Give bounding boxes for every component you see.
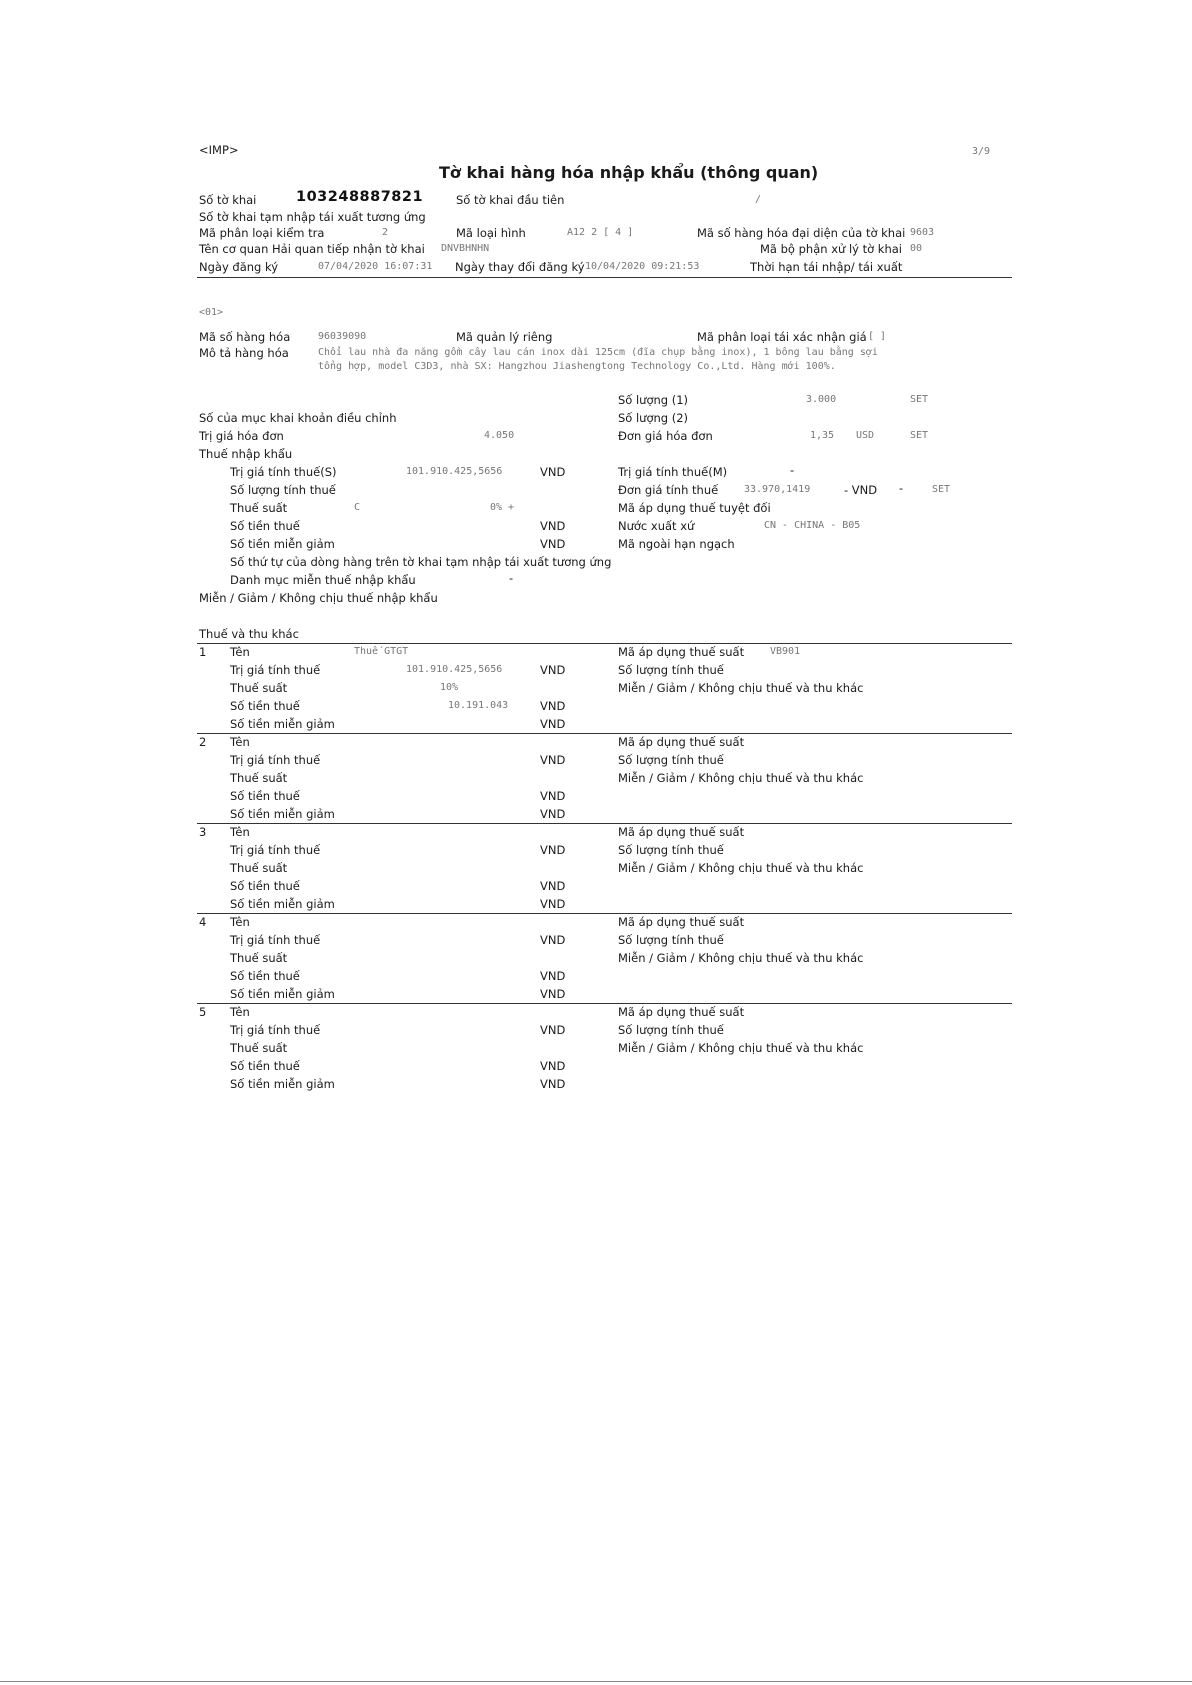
- tax-row-number: 4: [199, 915, 207, 929]
- tax-name-label: Tên: [230, 735, 250, 749]
- thue-suat-value: 0% +: [490, 502, 515, 513]
- tax-so-luong-label: Số lượng tính thuế: [618, 753, 724, 767]
- tax-mien-giam-label: Số tiền miễn giảm: [230, 1077, 335, 1091]
- tax-ma-ap-dung-label: Mã áp dụng thuế suất: [618, 645, 745, 659]
- ngay-thay-doi-label: Ngày thay đổi đăng ký: [455, 260, 585, 274]
- ma-so-hang-hoa-label: Mã số hàng hóa: [199, 330, 291, 344]
- so-luong-1-unit: SET: [910, 394, 929, 405]
- tax-name-label: Tên: [230, 825, 250, 839]
- so-tien-mien-giam-unit: VND: [540, 537, 566, 551]
- tax-name-value: Thuế GTGT: [354, 646, 409, 657]
- tri-gia-hoa-don-value: 4.050: [484, 430, 515, 441]
- don-gia-tinh-thue-value: 33.970,1419: [744, 484, 811, 495]
- tax-name-label: Tên: [230, 915, 250, 929]
- ma-phan-loai-kiem-tra-value: 2: [382, 227, 389, 238]
- tax-mien-giam-khac-label: Miễn / Giảm / Không chịu thuế và thu khác: [618, 771, 864, 785]
- imp-tag: <IMP>: [199, 143, 239, 157]
- tax-block-divider: [197, 913, 1012, 914]
- tax-thue-suat-label: Thuế suất: [230, 951, 288, 965]
- tri-gia-hoa-don-label: Trị giá hóa đơn: [199, 429, 284, 443]
- tax-thue-suat-label: Thuế suất: [230, 771, 288, 785]
- tax-thue-suat-value: 10%: [440, 682, 459, 693]
- tax-mien-giam-khac-label: Miễn / Giảm / Không chịu thuế và thu khác: [618, 1041, 864, 1055]
- danh-muc-value: -: [509, 571, 514, 585]
- tax-tri-gia-label: Trị giá tính thuế: [230, 933, 321, 947]
- tax-mien-giam-label: Số tiền miễn giảm: [230, 987, 335, 1001]
- so-cua-muc-label: Số của mục khai khoản điều chỉnh: [199, 411, 397, 425]
- ten-co-quan-label: Tên cơ quan Hải quan tiếp nhận tờ khai: [199, 242, 425, 256]
- page-title: Tờ khai hàng hóa nhập khẩu (thông quan): [439, 163, 819, 182]
- tax-row-number: 3: [199, 825, 207, 839]
- tax-thue-suat-label: Thuế suất: [230, 1041, 288, 1055]
- thue-suat-label: Thuế suất: [230, 501, 288, 515]
- ten-co-quan-value: DNVBHNHN: [441, 243, 490, 254]
- ma-phan-loai-kiem-tra-label: Mã phân loại kiểm tra: [199, 226, 325, 240]
- so-tam-nhap-label: Số tờ khai tạm nhập tái xuất tương ứng: [199, 210, 426, 224]
- nuoc-xuat-xu-label: Nước xuất xứ: [618, 519, 695, 533]
- tax-so-luong-label: Số lượng tính thuế: [618, 933, 724, 947]
- tax-tri-gia-unit: VND: [540, 753, 566, 767]
- tax-so-tien-unit: VND: [540, 969, 566, 983]
- tax-mien-giam-khac-label: Miễn / Giảm / Không chịu thuế và thu khác: [618, 681, 864, 695]
- tax-tri-gia-unit: VND: [540, 1023, 566, 1037]
- tax-so-tien-label: Số tiền thuế: [230, 879, 300, 893]
- tax-mien-giam-unit: VND: [540, 717, 566, 731]
- don-gia-tinh-thue-unit: - VND: [844, 483, 878, 497]
- tax-so-tien-unit: VND: [540, 1059, 566, 1073]
- so-to-khai-label: Số tờ khai: [199, 193, 257, 207]
- so-tien-thue-unit: VND: [540, 519, 566, 533]
- ma-bo-phan-label: Mã bộ phận xử lý tờ khai: [760, 242, 902, 256]
- so-tien-thue-label: Số tiền thuế: [230, 519, 300, 533]
- ngay-dang-ky-label: Ngày đăng ký: [199, 260, 279, 274]
- tax-so-tien-unit: VND: [540, 879, 566, 893]
- tax-block-divider: [197, 643, 1012, 644]
- ma-ap-dung-tuyet-doi-label: Mã áp dụng thuế tuyệt đối: [618, 501, 771, 515]
- page-bottom-border: [0, 1681, 1192, 1682]
- so-tien-mien-giam-label: Số tiền miễn giảm: [230, 537, 335, 551]
- ngay-dang-ky-value: 07/04/2020 16:07:31: [318, 261, 433, 272]
- tax-so-tien-label: Số tiền thuế: [230, 699, 300, 713]
- tax-so-tien-label: Số tiền thuế: [230, 969, 300, 983]
- tax-mien-giam-khac-label: Miễn / Giảm / Không chịu thuế và thu khác: [618, 861, 864, 875]
- ma-phan-loai-tai-xac-nhan-value: [ ]: [868, 331, 887, 342]
- ma-bo-phan-value: 00: [910, 243, 923, 254]
- don-gia-hoa-don-label: Đơn giá hóa đơn: [618, 429, 713, 443]
- so-luong-2-label: Số lượng (2): [618, 411, 689, 425]
- so-to-khai-dau-tien-label: Số tờ khai đầu tiên: [456, 193, 565, 207]
- don-gia-hoa-don-currency: USD: [856, 430, 875, 441]
- tax-so-luong-label: Số lượng tính thuế: [618, 843, 724, 857]
- tax-tri-gia-label: Trị giá tính thuế: [230, 1023, 321, 1037]
- tax-so-luong-label: Số lượng tính thuế: [618, 1023, 724, 1037]
- header-divider: [197, 277, 1012, 278]
- item-index: <01>: [199, 307, 224, 318]
- tax-row-number: 1: [199, 645, 207, 659]
- tax-tri-gia-unit: VND: [540, 663, 566, 677]
- tax-tri-gia-value: 101.910.425,5656: [406, 664, 503, 675]
- tax-tri-gia-unit: VND: [540, 843, 566, 857]
- tri-gia-tinh-thue-s-unit: VND: [540, 465, 566, 479]
- tax-mien-giam-label: Số tiền miễn giảm: [230, 897, 335, 911]
- tax-mien-giam-unit: VND: [540, 987, 566, 1001]
- don-gia-tinh-thue-set: SET: [932, 484, 951, 495]
- tax-so-luong-label: Số lượng tính thuế: [618, 663, 724, 677]
- tax-so-tien-label: Số tiền thuế: [230, 789, 300, 803]
- tax-mien-giam-label: Số tiền miễn giảm: [230, 717, 335, 731]
- mo-ta-line2: tổng hợp, model C3D3, nhà SX: Hangzhou Jiashengtong Technology Co.,Ltd. Hàng mới 100%.: [318, 361, 836, 372]
- don-gia-hoa-don-value: 1,35: [810, 430, 835, 441]
- tax-ma-ap-dung-value: VB901: [770, 646, 801, 657]
- don-gia-tinh-thue-dash: -: [899, 481, 904, 495]
- mo-ta-label: Mô tả hàng hóa: [199, 346, 289, 360]
- nuoc-xuat-xu-value: CN - CHINA - B05: [764, 520, 861, 531]
- ma-ngoai-han-ngach-label: Mã ngoài hạn ngạch: [618, 537, 735, 551]
- tax-tri-gia-label: Trị giá tính thuế: [230, 663, 321, 677]
- tax-so-tien-value: 10.191.043: [448, 700, 509, 711]
- tax-thue-suat-label: Thuế suất: [230, 861, 288, 875]
- so-to-khai-value: 103248887821: [296, 189, 424, 205]
- ma-so-hang-hoa-value: 96039090: [318, 331, 367, 342]
- thue-suat-code: C: [354, 502, 361, 513]
- tax-so-tien-unit: VND: [540, 789, 566, 803]
- tax-row-number: 5: [199, 1005, 207, 1019]
- ma-loai-hinh-label: Mã loại hình: [456, 226, 526, 240]
- don-gia-tinh-thue-label: Đơn giá tính thuế: [618, 483, 719, 497]
- tax-mien-giam-unit: VND: [540, 1077, 566, 1091]
- don-gia-hoa-don-unit: SET: [910, 430, 929, 441]
- ma-phan-loai-tai-xac-nhan-label: Mã phân loại tái xác nhận giá: [697, 330, 867, 344]
- tax-mien-giam-khac-label: Miễn / Giảm / Không chịu thuế và thu khác: [618, 951, 864, 965]
- ngay-thay-doi-value: 10/04/2020 09:21:53: [585, 261, 700, 272]
- so-luong-tinh-thue-label: Số lượng tính thuế: [230, 483, 336, 497]
- mien-giam-nk-label: Miễn / Giảm / Không chịu thuế nhập khẩu: [199, 591, 438, 605]
- thue-nhap-khau-label: Thuế nhập khẩu: [199, 447, 293, 461]
- so-thu-tu-label: Số thứ tự của dòng hàng trên tờ khai tạm nhập tái xuất tương ứng: [230, 555, 612, 569]
- tri-gia-tinh-thue-m-value: -: [790, 463, 795, 477]
- tax-ma-ap-dung-label: Mã áp dụng thuế suất: [618, 1005, 745, 1019]
- tax-row-number: 2: [199, 735, 207, 749]
- tax-block-divider: [197, 1003, 1012, 1004]
- tax-ma-ap-dung-label: Mã áp dụng thuế suất: [618, 735, 745, 749]
- tax-thue-suat-label: Thuế suất: [230, 681, 288, 695]
- tax-mien-giam-unit: VND: [540, 897, 566, 911]
- tax-mien-giam-unit: VND: [540, 807, 566, 821]
- tax-mien-giam-label: Số tiền miễn giảm: [230, 807, 335, 821]
- tax-name-label: Tên: [230, 645, 250, 659]
- tax-so-tien-label: Số tiền thuế: [230, 1059, 300, 1073]
- so-luong-1-label: Số lượng (1): [618, 393, 689, 407]
- tri-gia-tinh-thue-s-value: 101.910.425,5656: [406, 466, 503, 477]
- tax-tri-gia-label: Trị giá tính thuế: [230, 843, 321, 857]
- tax-tri-gia-label: Trị giá tính thuế: [230, 753, 321, 767]
- ma-quan-ly-rieng-label: Mã quản lý riêng: [456, 330, 553, 344]
- danh-muc-label: Danh mục miễn thuế nhập khẩu: [230, 573, 416, 587]
- ma-so-hang-hoa-dai-dien-label: Mã số hàng hóa đại diện của tờ khai: [697, 226, 906, 240]
- tax-so-tien-unit: VND: [540, 699, 566, 713]
- tax-block-divider: [197, 823, 1012, 824]
- ma-so-hang-hoa-dai-dien-value: 9603: [910, 227, 935, 238]
- page-number: 3/9: [972, 146, 991, 157]
- tax-name-label: Tên: [230, 1005, 250, 1019]
- thoi-han-label: Thời hạn tái nhập/ tái xuất: [750, 260, 903, 274]
- tax-ma-ap-dung-label: Mã áp dụng thuế suất: [618, 825, 745, 839]
- so-to-khai-dau-tien-value: /: [755, 194, 762, 205]
- tax-ma-ap-dung-label: Mã áp dụng thuế suất: [618, 915, 745, 929]
- tri-gia-tinh-thue-s-label: Trị giá tính thuế(S): [230, 465, 337, 479]
- tax-block-divider: [197, 733, 1012, 734]
- tax-tri-gia-unit: VND: [540, 933, 566, 947]
- ma-loai-hinh-value: A12 2 [ 4 ]: [567, 227, 634, 238]
- other-tax-section-label: Thuế và thu khác: [199, 627, 299, 641]
- mo-ta-line1: Chổi lau nhà đa năng gồm cây lau cán inox dài 125cm (đĩa chụp bằng inox), 1 bông lau bằng sợi: [318, 347, 878, 358]
- so-luong-1-value: 3.000: [806, 394, 837, 405]
- tri-gia-tinh-thue-m-label: Trị giá tính thuế(M): [618, 465, 728, 479]
